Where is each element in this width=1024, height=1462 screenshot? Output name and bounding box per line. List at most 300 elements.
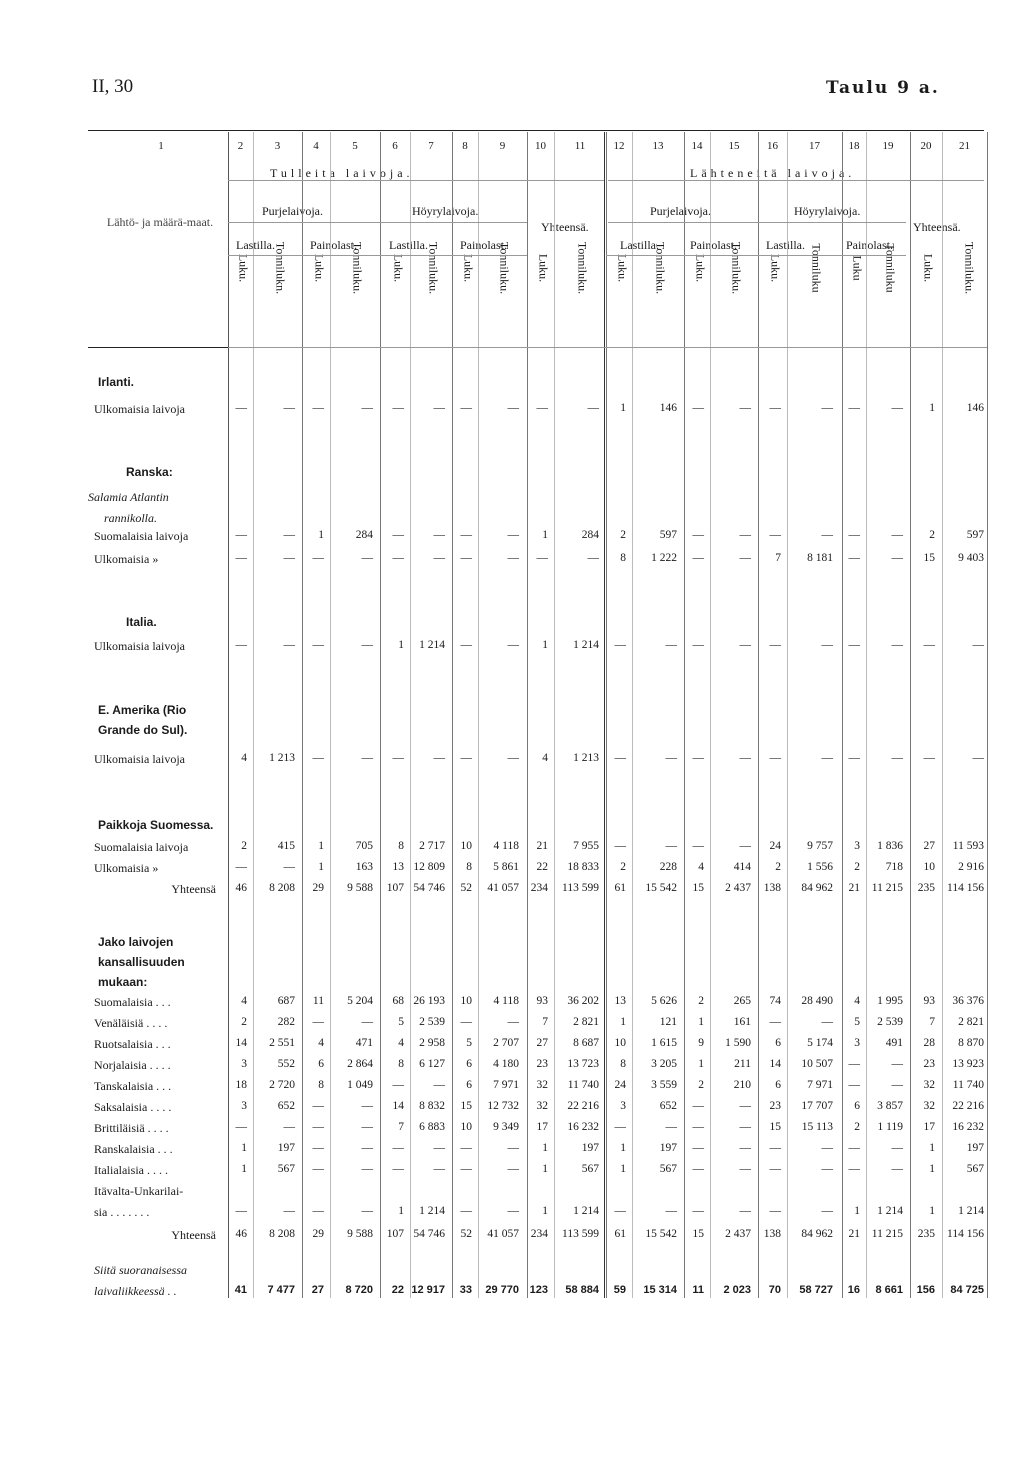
table-cell: 2 707 (493, 1037, 519, 1049)
unit-label: Luku. (461, 253, 475, 283)
table-cell: — (665, 1121, 677, 1133)
table-cell: 2 717 (419, 840, 445, 852)
table-cell: — (312, 552, 324, 564)
row-label: Yhteensä (171, 882, 216, 896)
table-cell: 4 (241, 752, 247, 764)
row-label: Ruotsalaisia . . . (94, 1037, 171, 1051)
table-cell: — (361, 1121, 373, 1133)
table-cell: 61 (614, 1228, 626, 1240)
table-cell: 5 861 (493, 861, 519, 873)
table-cell: 29 (312, 882, 324, 894)
table-cell: — (614, 1121, 626, 1133)
section-title: E. Amerika (Rio Grande do Sul). (98, 703, 188, 737)
table-cell: 16 232 (567, 1121, 599, 1133)
table-cell: — (392, 1142, 404, 1154)
unit-label: Tonniluku. (653, 241, 668, 295)
table-cell: 3 559 (651, 1079, 677, 1091)
header-sail-departed: Purjelaivoja. (650, 204, 711, 218)
table-cell: — (614, 840, 626, 852)
column-number: 14 (691, 140, 703, 152)
table-cell: 12 809 (413, 861, 445, 873)
table-cell: 6 883 (419, 1121, 445, 1133)
table-cell: — (460, 552, 472, 564)
table-cell: 61 (614, 882, 626, 894)
table-cell: 1 213 (573, 752, 599, 764)
table-cell: 210 (733, 1079, 751, 1091)
table-cell: — (507, 402, 519, 414)
table-cell: — (769, 529, 781, 541)
table-cell: 15 (692, 1228, 704, 1240)
table-cell: 567 (277, 1163, 295, 1175)
table-cell: — (739, 1205, 751, 1217)
table-cell: 7 477 (267, 1284, 295, 1296)
row-label: Itävalta-Unkarilai- (94, 1184, 184, 1198)
table-cell: — (312, 752, 324, 764)
table-cell: 1 615 (651, 1037, 677, 1049)
table-cell: 15 (692, 882, 704, 894)
table-cell: 29 (312, 1228, 324, 1240)
table-cell: 17 707 (801, 1100, 833, 1112)
table-cell: 1 214 (877, 1205, 903, 1217)
table-cell: 197 (277, 1142, 295, 1154)
column-number: 1 (158, 140, 164, 152)
table-cell: 1 (542, 1205, 548, 1217)
table-cell: — (392, 752, 404, 764)
table-cell: 114 156 (947, 882, 984, 894)
table-cell: — (361, 1100, 373, 1112)
table-cell: 1 836 (877, 840, 903, 852)
table-cell: 54 746 (413, 1228, 445, 1240)
table-cell: 471 (355, 1037, 373, 1049)
table-cell: — (848, 752, 860, 764)
table-cell: 2 (241, 1016, 247, 1028)
table-cell: 2 (620, 529, 626, 541)
table-cell: 46 (235, 1228, 247, 1240)
table-cell: 15 113 (801, 1121, 833, 1133)
table-cell: — (739, 552, 751, 564)
unit-label: Luku. (921, 253, 936, 283)
table-cell: — (739, 1100, 751, 1112)
table-cell: 1 556 (807, 861, 833, 873)
table-cell: 1 995 (877, 995, 903, 1007)
table-cell: — (433, 552, 445, 564)
table-cell: 23 (536, 1058, 548, 1070)
table-cell: — (235, 639, 247, 651)
table-cell: 113 599 (562, 1228, 599, 1240)
table-cell: 93 (923, 995, 935, 1007)
table-cell: 10 (460, 1121, 472, 1133)
row-label: Venäläisiä . . . . (94, 1016, 168, 1030)
table-cell: 1 (620, 1016, 626, 1028)
table-cell: — (891, 402, 903, 414)
table-cell: 121 (659, 1016, 677, 1028)
table-cell: 9 (698, 1037, 704, 1049)
header-total-arrived: Yhteensä. (541, 220, 589, 234)
table-cell: — (460, 1016, 472, 1028)
unit-label: Luku. (391, 253, 405, 283)
column-number: 19 (882, 140, 894, 152)
table-cell: 11 740 (567, 1079, 599, 1091)
table-cell: — (392, 1163, 404, 1175)
table-cell: 9 349 (493, 1121, 519, 1133)
table-cell: 12 917 (411, 1284, 445, 1296)
table-cell: 235 (917, 882, 935, 894)
table-cell: 12 732 (487, 1100, 519, 1112)
table-cell: 6 127 (419, 1058, 445, 1070)
table-cell: 8 (466, 861, 472, 873)
table-cell: — (739, 1142, 751, 1154)
table-cell: — (692, 1142, 704, 1154)
table-cell: 5 204 (347, 995, 373, 1007)
column-number: 21 (959, 140, 970, 152)
table-cell: 567 (581, 1163, 599, 1175)
table-cell: — (891, 1058, 903, 1070)
table-cell: 11 740 (952, 1079, 984, 1091)
table-cell: 36 202 (567, 995, 599, 1007)
table-cell: 567 (659, 1163, 677, 1175)
table-cell: — (769, 402, 781, 414)
table-cell: 3 (241, 1100, 247, 1112)
group-header-arrived: Tulleita laivoja. (270, 166, 414, 180)
table-cell: — (361, 1016, 373, 1028)
table-cell: 265 (733, 995, 751, 1007)
table-cell: 21 (848, 882, 860, 894)
table-cell: 415 (277, 840, 295, 852)
table-cell: — (587, 552, 599, 564)
table-cell: 1 (698, 1016, 704, 1028)
table-cell: — (235, 529, 247, 541)
table-cell: 1 (698, 1058, 704, 1070)
table-cell: — (692, 840, 704, 852)
table-cell: 114 156 (947, 1228, 984, 1240)
table-cell: — (312, 1121, 324, 1133)
table-cell: — (821, 1205, 833, 1217)
table-cell: — (821, 1163, 833, 1175)
table-cell: — (769, 1163, 781, 1175)
table-cell: — (507, 529, 519, 541)
table-cell: 156 (916, 1284, 935, 1296)
table-cell: — (283, 1205, 295, 1217)
table-cell: — (283, 552, 295, 564)
table-cell: — (235, 1205, 247, 1217)
table-cell: 1 (929, 1142, 935, 1154)
table-cell: 3 857 (877, 1100, 903, 1112)
table-cell: 58 727 (799, 1284, 833, 1296)
table-cell: 32 (536, 1100, 548, 1112)
table-cell: 8 (620, 1058, 626, 1070)
table-cell: 6 (466, 1079, 472, 1091)
table-cell: 3 205 (651, 1058, 677, 1070)
table-cell: 4 180 (493, 1058, 519, 1070)
table-cell: 3 (854, 1037, 860, 1049)
unit-label: Luku. (312, 253, 326, 283)
section-title: Ranska: (126, 465, 173, 479)
table-cell: — (692, 552, 704, 564)
table-cell: — (283, 639, 295, 651)
table-cell: — (821, 639, 833, 651)
table-cell: 22 216 (567, 1100, 599, 1112)
table-cell: — (361, 1205, 373, 1217)
table-cell: — (739, 639, 751, 651)
table-cell: 1 (620, 1142, 626, 1154)
table-cell: — (433, 402, 445, 414)
table-cell: — (392, 402, 404, 414)
table-cell: — (891, 529, 903, 541)
table-cell: 1 (318, 529, 324, 541)
table-cell: 68 (392, 995, 404, 1007)
table-cell: 138 (763, 1228, 781, 1240)
table-cell: — (283, 861, 295, 873)
table-cell: — (848, 1142, 860, 1154)
table-cell: 705 (355, 840, 373, 852)
table-cell: 8 661 (875, 1284, 903, 1296)
table-cell: — (972, 639, 984, 651)
table-cell: — (891, 1163, 903, 1175)
table-cell: 13 923 (952, 1058, 984, 1070)
table-cell: 15 542 (645, 882, 677, 894)
table-cell: — (891, 752, 903, 764)
table-cell: 13 (614, 995, 626, 1007)
table-cell: 3 (620, 1100, 626, 1112)
column-number: 3 (274, 140, 281, 152)
table-cell: 2 (854, 1121, 860, 1133)
table-cell: 146 (659, 402, 677, 414)
table-cell: — (923, 752, 935, 764)
column-number: 10 (535, 140, 546, 152)
table-cell: 1 (398, 639, 404, 651)
table-cell: 15 (769, 1121, 781, 1133)
column-number: 5 (352, 140, 358, 152)
table-cell: 5 (398, 1016, 404, 1028)
table-cell: — (769, 1016, 781, 1028)
table-cell: 2 (775, 861, 781, 873)
table-cell: 1 214 (958, 1205, 984, 1217)
table-cell: — (312, 1163, 324, 1175)
table-cell: 2 (698, 1079, 704, 1091)
table-title: Taulu 9 a. (826, 78, 940, 98)
column-number: 20 (920, 140, 932, 152)
table-cell: 8 720 (345, 1284, 373, 1296)
table-cell: 10 (460, 995, 472, 1007)
row-label: Ranskalaisia . . . (94, 1142, 173, 1156)
table-cell: 2 023 (723, 1284, 751, 1296)
table-cell: 7 (398, 1121, 404, 1133)
table-cell: — (312, 639, 324, 651)
header-steam-arrived: Höyrylaivoja. (412, 204, 479, 218)
table-cell: 2 (854, 861, 860, 873)
table-cell: — (312, 1100, 324, 1112)
unit-label: Tonniluku (883, 243, 898, 293)
table-cell: 2 821 (958, 1016, 984, 1028)
table-cell: — (460, 1142, 472, 1154)
header-divider (228, 255, 527, 256)
table-cell: — (665, 752, 677, 764)
table-cell: 2 821 (573, 1016, 599, 1028)
table-cell: — (665, 639, 677, 651)
table-cell: 1 (620, 402, 626, 414)
page-number: II, 30 (92, 76, 134, 97)
table-cell: 3 (854, 840, 860, 852)
table-cell: 7 (542, 1016, 548, 1028)
table-cell: 2 (241, 840, 247, 852)
table-cell: 22 (391, 1284, 404, 1296)
table-cell: 1 119 (877, 1121, 903, 1133)
table-cell: 1 214 (419, 1205, 445, 1217)
table-cell: — (739, 529, 751, 541)
table-cell: 2 (698, 995, 704, 1007)
table-cell: 1 (542, 1163, 548, 1175)
column-number: 15 (728, 140, 740, 152)
table-cell: — (692, 639, 704, 651)
table-cell: 7 (929, 1016, 935, 1028)
table-cell: 6 (775, 1079, 781, 1091)
table-cell: — (433, 752, 445, 764)
table-cell: 8 687 (573, 1037, 599, 1049)
table-cell: 5 (854, 1016, 860, 1028)
stub-header: Lähtö- ja määrä-maat. (106, 215, 214, 229)
table-cell: 2 437 (725, 1228, 751, 1240)
table-cell: — (312, 1016, 324, 1028)
table-cell: — (665, 1205, 677, 1217)
table-cell: 32 (923, 1100, 935, 1112)
table-cell: 10 507 (801, 1058, 833, 1070)
group-header-departed: Lähteneitä laivoja. (690, 166, 856, 180)
table-cell: 1 213 (269, 752, 295, 764)
header-steam-departed: Höyrylaivoja. (794, 204, 861, 218)
table-cell: 74 (769, 995, 781, 1007)
table-cell: 4 (542, 752, 548, 764)
table-cell: 70 (768, 1284, 781, 1296)
table-cell: 6 (318, 1058, 324, 1070)
table-cell: — (891, 552, 903, 564)
table-cell: — (692, 1121, 704, 1133)
table-cell: 41 057 (487, 882, 519, 894)
table-cell: — (507, 552, 519, 564)
table-cell: — (312, 402, 324, 414)
table-cell: — (361, 752, 373, 764)
row-label: Ulkomaisia laivoja (94, 752, 185, 766)
table-cell: — (361, 402, 373, 414)
table-cell: 11 215 (871, 1228, 903, 1240)
table-cell: — (739, 752, 751, 764)
table-cell: — (361, 639, 373, 651)
table-cell: — (235, 552, 247, 564)
column-number: 17 (809, 140, 820, 152)
column-number: 11 (574, 140, 586, 152)
table-cell: 36 376 (952, 995, 984, 1007)
row-label: Ulkomaisia » (94, 552, 159, 566)
table-cell: 54 746 (413, 882, 445, 894)
table-cell: 1 (542, 529, 548, 541)
table-cell: 1 (929, 402, 935, 414)
row-label-continued: sia . . . . . . . (94, 1205, 150, 1219)
column-number: 12 (613, 140, 625, 152)
header-ballast: Painolast. (690, 238, 737, 252)
table-cell: 11 215 (871, 882, 903, 894)
table-cell: 8 832 (419, 1100, 445, 1112)
table-cell: — (392, 1079, 404, 1091)
table-cell: — (507, 1016, 519, 1028)
table-cell: — (392, 552, 404, 564)
table-cell: 1 (854, 1205, 860, 1217)
table-cell: 146 (966, 402, 984, 414)
half-divider (604, 132, 605, 1298)
header-divider (608, 222, 906, 223)
table-cell: 8 (620, 552, 626, 564)
table-cell: 197 (966, 1142, 984, 1154)
unit-label: Luku. (236, 253, 251, 283)
table-cell: 84 962 (801, 882, 833, 894)
table-cell: — (821, 752, 833, 764)
row-label: Ulkomaisia » (94, 861, 159, 875)
table-cell: — (891, 1142, 903, 1154)
table-cell: 4 (241, 995, 247, 1007)
table-cell: — (536, 552, 548, 564)
table-cell: 33 (459, 1284, 472, 1296)
table-cell: 2 864 (347, 1058, 373, 1070)
table-cell: 21 (848, 1228, 860, 1240)
table-cell: 8 208 (269, 882, 295, 894)
section-note: rannikolla. (104, 511, 157, 525)
table-cell: 1 (241, 1163, 247, 1175)
table-cell: 24 (769, 840, 781, 852)
header-divider (608, 180, 984, 181)
table-cell: 11 593 (952, 840, 984, 852)
table-cell: — (692, 529, 704, 541)
row-label: Ulkomaisia laivoja (94, 639, 185, 653)
table-cell: 5 626 (651, 995, 677, 1007)
table-cell: 14 (392, 1100, 404, 1112)
table-cell: 26 193 (413, 995, 445, 1007)
table-cell: 197 (581, 1142, 599, 1154)
table-cell: 4 (854, 995, 860, 1007)
column-number: 7 (428, 140, 434, 152)
table-cell: 41 (234, 1284, 247, 1296)
header-laden: Lastilla. (766, 238, 805, 252)
table-cell: 2 720 (269, 1079, 295, 1091)
table-cell: 11 (312, 995, 324, 1007)
table-cell: 15 (923, 552, 935, 564)
table-cell: — (821, 402, 833, 414)
table-cell: — (460, 1163, 472, 1175)
table-cell: 21 (536, 840, 548, 852)
table-cell: 652 (659, 1100, 677, 1112)
table-cell: 10 (460, 840, 472, 852)
table-cell: 10 (614, 1037, 626, 1049)
table-cell: 228 (659, 861, 677, 873)
table-cell: 41 057 (487, 1228, 519, 1240)
table-cell: — (392, 529, 404, 541)
table-cell: 32 (536, 1079, 548, 1091)
table-cell: 16 232 (952, 1121, 984, 1133)
row-label: Suomalaisia laivoja (94, 529, 189, 543)
table-cell: 1 (542, 1142, 548, 1154)
table-cell: — (692, 1100, 704, 1112)
table-cell: 1 049 (347, 1079, 373, 1091)
table-cell: 6 (466, 1058, 472, 1070)
row-label: Yhteensä (171, 1228, 216, 1242)
table-cell: 2 916 (958, 861, 984, 873)
table-cell: 234 (530, 1228, 548, 1240)
table-cell: — (312, 1205, 324, 1217)
table-cell: 7 955 (573, 840, 599, 852)
table-cell: — (507, 1205, 519, 1217)
table-cell: 5 174 (807, 1037, 833, 1049)
column-divider (987, 132, 988, 1298)
table-cell: 52 (460, 882, 472, 894)
table-cell: 284 (581, 529, 599, 541)
table-cell: 491 (885, 1037, 903, 1049)
